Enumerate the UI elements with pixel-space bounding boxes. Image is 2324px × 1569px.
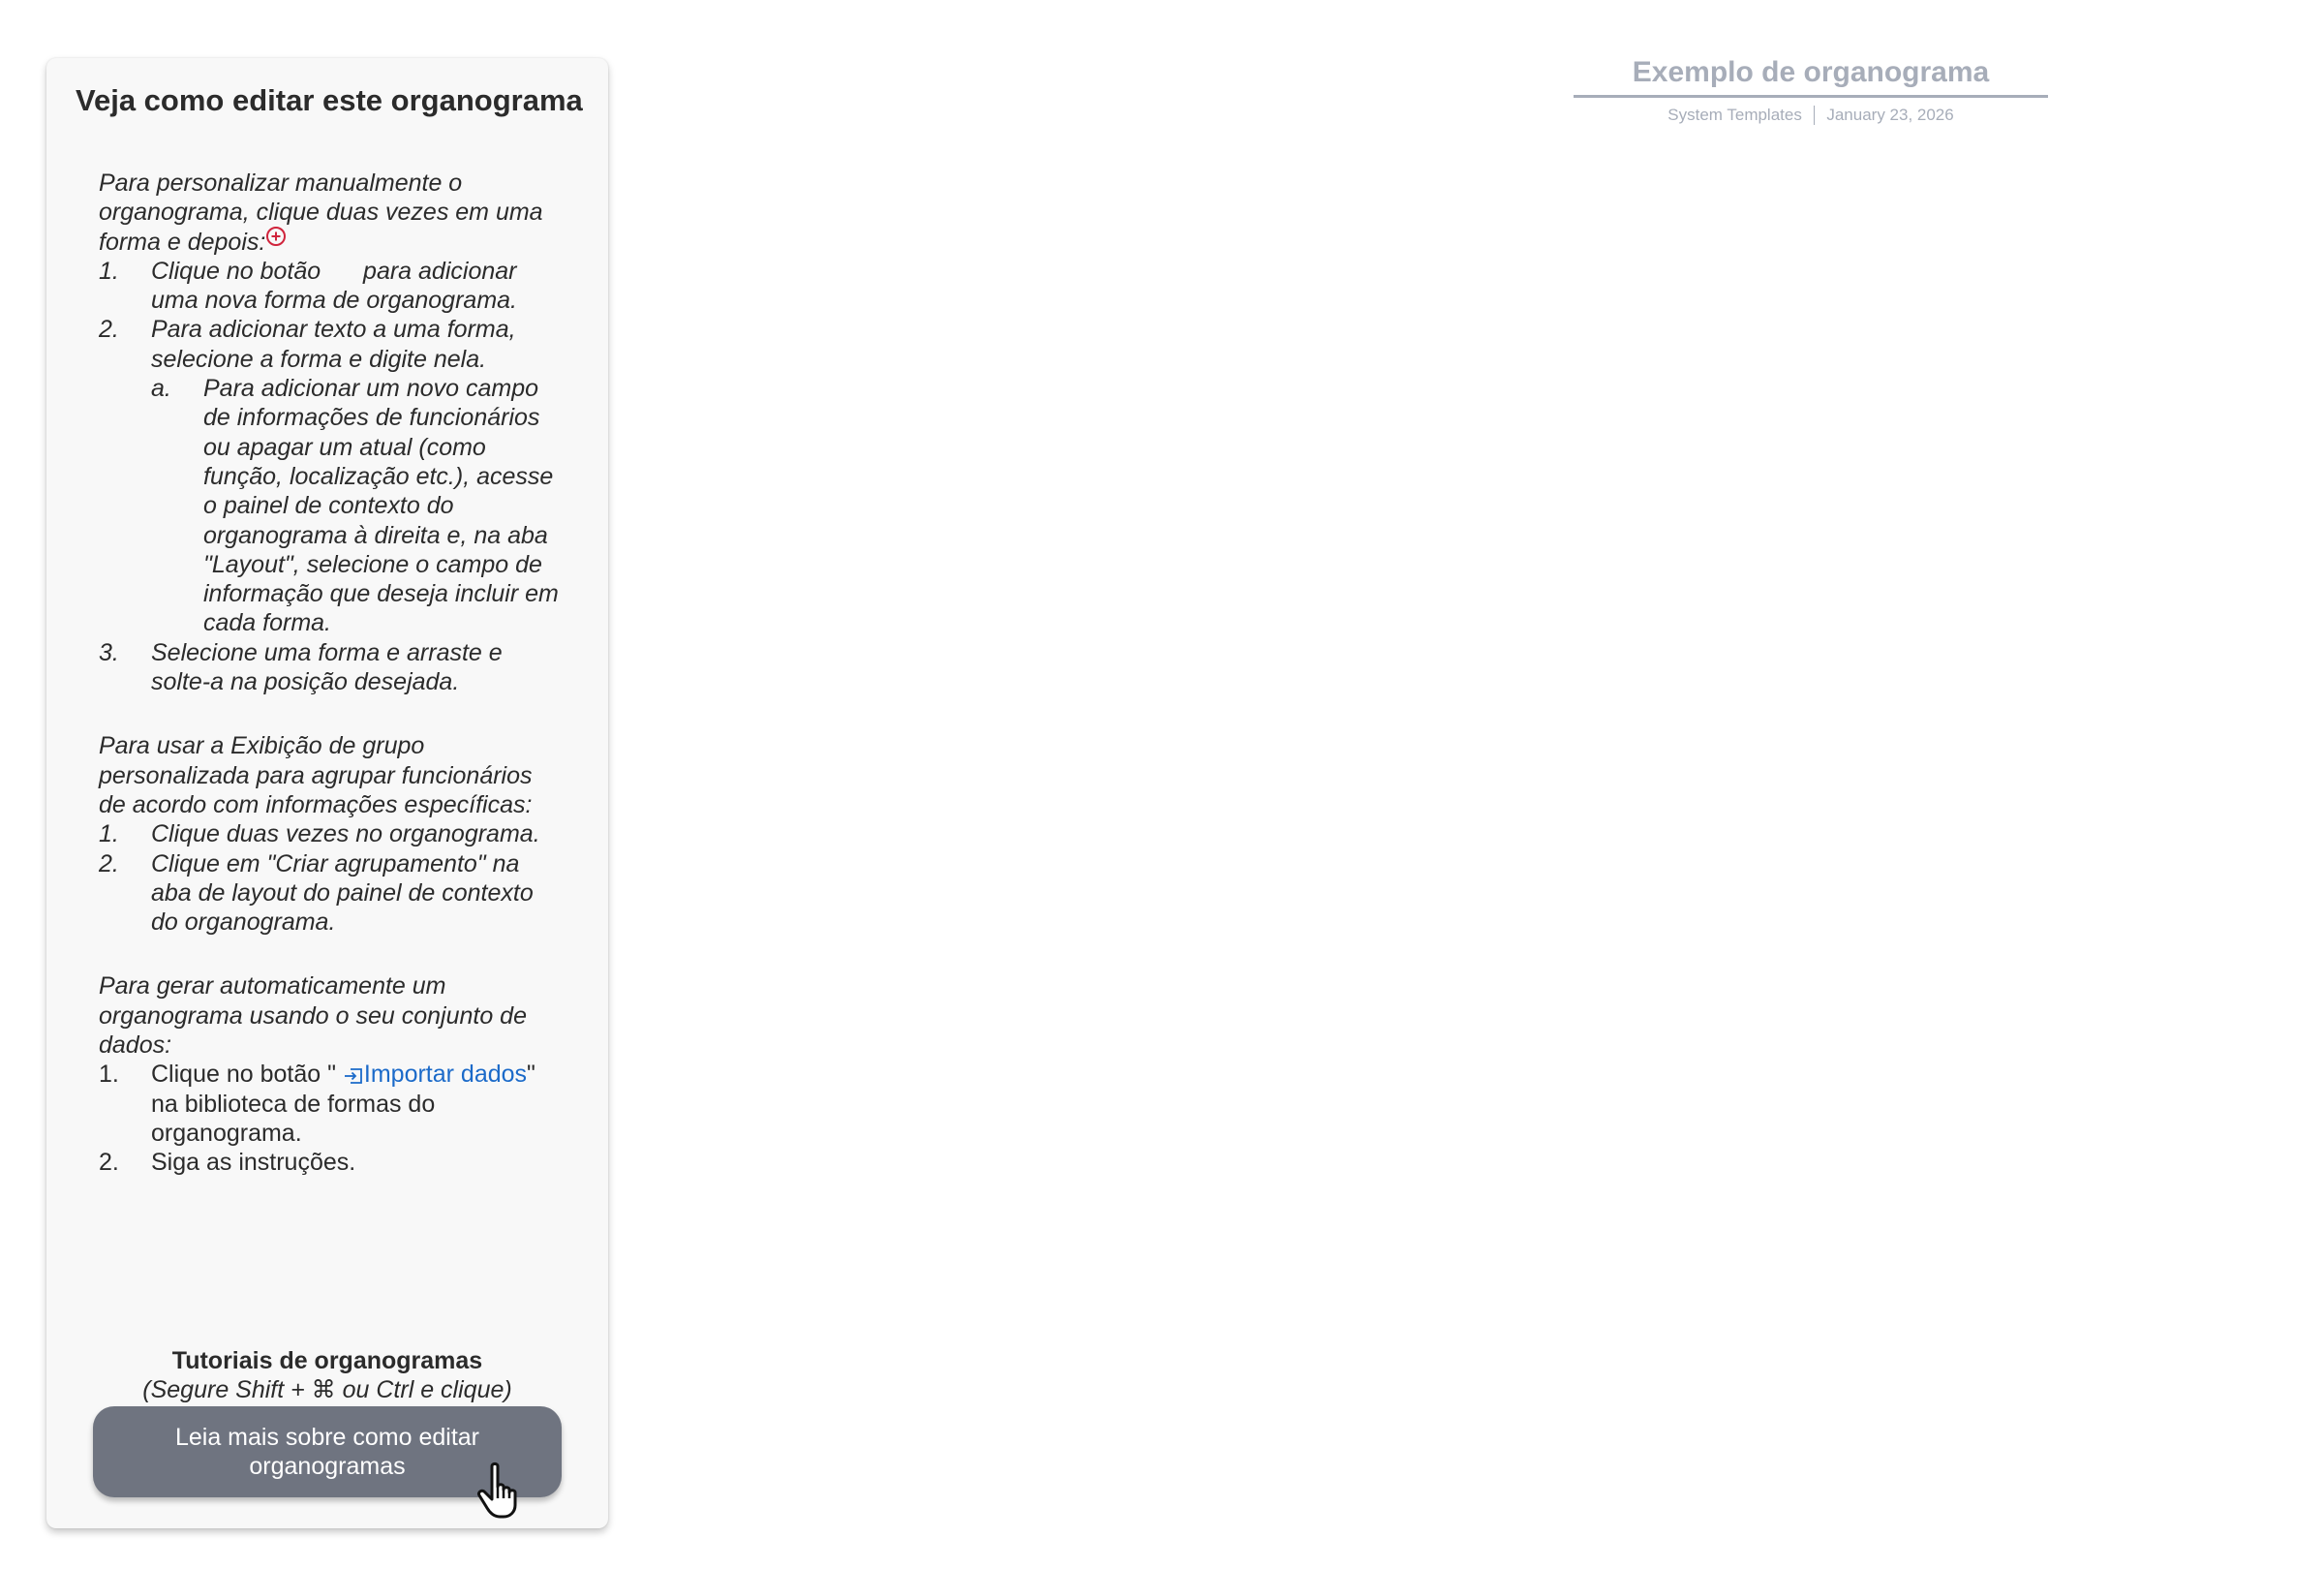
section3-steps [99,1060,564,1177]
section3-intro: Para gerar automaticamente um organograma usando o seu conjunto de dados: [99,972,527,1060]
step-number: 2. [99,849,119,877]
tutorials-title[interactable]: Tutoriais de organogramas [171,1347,483,1374]
section1-intro [99,169,564,257]
spacer [99,937,564,971]
import-data-link[interactable]: Importar dados [363,1061,528,1089]
spacer [99,696,564,731]
step-text: Clique duas vezes no organograma. [151,820,540,848]
document-meta [1574,106,2048,125]
list-item [99,1060,564,1148]
step-text: Clique em "Criar agrupamento" na aba de layout do painel de contexto do organograma. [151,849,534,937]
list-item [99,819,564,848]
step-number: 1. [99,1061,119,1089]
step-number: 1. [99,257,119,285]
document-header [1574,54,2048,125]
document-date: January 23, 2026 [1826,106,1954,124]
substep-text: Para adicionar um novo campo de informações de funcionários ou apagar um atual (como função, localização etc.), acesse o painel de contexto do organograma à direita e, na aba "Layout", selecione o campo de informação que deseja incluir em cada forma. [203,375,559,637]
list-item [99,638,564,697]
hand-pointer-cursor-icon [474,1461,533,1521]
list-item [99,257,564,316]
list-item [99,1148,564,1177]
step-text-after: " na biblioteca de formas do organograma. [151,1061,535,1147]
list-item [99,849,564,938]
step-text-before: Clique no botão " [151,1061,343,1089]
step-number: 2. [99,316,119,344]
section1-intro-text: Para personalizar manualmente o organograma, clique duas vezes em uma forma e depois: [99,169,543,256]
read-more-label: Leia mais sobre como editar organogramas [174,1424,480,1480]
instructions-card[interactable] [46,58,608,1528]
step-text: Selecione uma forma e arraste e solte-a na posição desejada. [151,638,503,696]
step-number: 1. [99,820,119,848]
list-item [99,315,564,637]
section1-substeps [151,374,564,638]
list-item [151,374,564,638]
import-data-icon[interactable] [343,1067,364,1085]
step-text-after: para adicionar uma nova forma de organograma. [151,257,517,315]
section2-intro: Para usar a Exibição de grupo personalizada para agrupar funcionários de acordo com informações específicas: [99,732,533,818]
substep-letter: a. [151,375,171,403]
tutorials-hint: (Segure Shift + ⌘ ou Ctrl e clique) [142,1376,512,1404]
step-text: Para adicionar texto a uma forma, selecione a forma e digite nela. [151,316,516,373]
step-number: 3. [99,638,119,666]
step-number: 2. [99,1149,119,1177]
meta-separator [1814,106,1816,125]
document-author: System Templates [1667,106,1802,124]
add-shape-plus-icon [265,226,287,247]
section1-steps [99,257,564,696]
tutorials-section [76,1346,579,1405]
document-title[interactable]: Exemplo de organograma [1574,54,2048,98]
step-text-before: Clique no botão [151,257,328,285]
card-title: Veja como editar este organograma [76,83,583,117]
section2-steps [99,819,564,937]
instructions-body [99,169,564,1178]
step-text: Siga as instruções. [151,1149,356,1177]
